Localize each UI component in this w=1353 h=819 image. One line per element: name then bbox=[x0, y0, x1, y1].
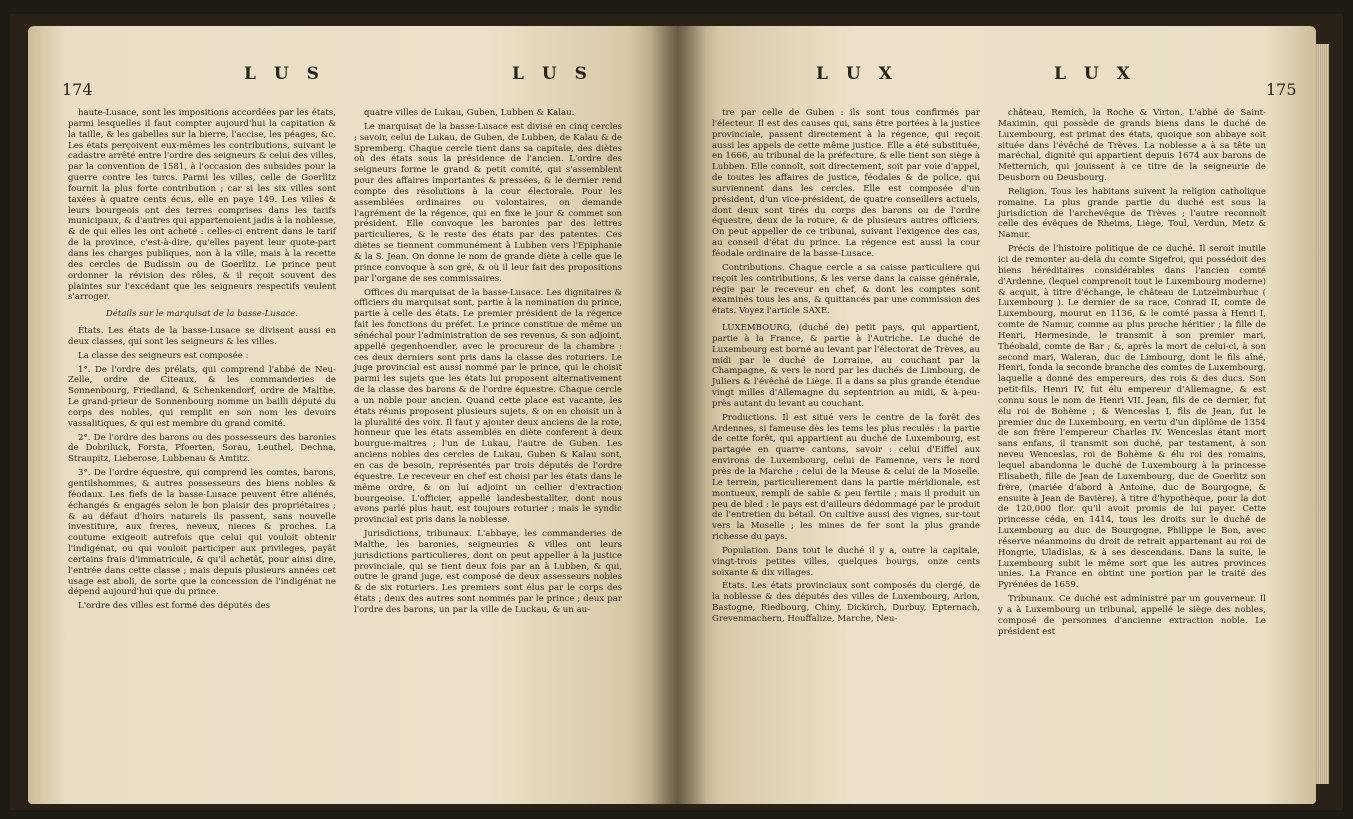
paragraph: château, Remich, la Roche & Virton. L'abbé de Saint-Maximin, qui possède de grands biens dans le duché de Luxembourg, est primat des états, quoique son abbaye soit située dans l'évêché de Trèves. La noblesse a à sa tête un maréchal, dignité qui appartient depuis 1674 aux barons de Metternich, qui jouissent à ce titre de la seigneurie de Deusborn ou Deusbourg. bbox=[998, 108, 1266, 184]
left-column-2 bbox=[354, 108, 622, 619]
right-column-2 bbox=[998, 108, 1266, 641]
right-page-number: 175 bbox=[1266, 80, 1297, 99]
left-page bbox=[28, 26, 680, 804]
paragraph: L'ordre des villes est formé des députés des bbox=[78, 601, 270, 612]
paragraph: Précis de l'histoire politique de ce duché. Il seroit inutile ici de remonter au-delà du comte Sigefroi, qui possédoit des biens héréditaires considérables dans l'ancien comté d'Ardenne, (lequel comprenoit tout le Luxembourg moderne) & acquit, à titre d'échange, le château de Lutzelmburhuc ( Luxembourg ). Le dernier de sa race, Conrad II, comte de Luxembourg, mourut en 1136, & le comté passa à Henri I, comte de Namur, comme au plus proche héritier ; la fille de Henri, Hermesinde, le transmit à son premier mari, Théobald, comte de Bar ; &, après la mort de celui-ci, à son second mari, Waleran, duc de Limbourg, dont le fils aîné, Henri, fonda la seconde branche des comtes de Luxembourg, laquelle a donné des empereurs, des rois & des ducs. Son petit-fils, Henri IV, fut élu empereur d'Allemagne, & est connu sous le nom de Henri VII. Jean, fils de ce dernier, fut élu roi de Bohème ; & Wenceslas I, fils de Jean, fut le premier duc de Luxembourg, en vertu d'un diplôme de 1354 de son frère l'empereur Charles IV. Wenceslas étant mort sans enfans, il transmit son duché, par testament, à son neveu Wenceslas, roi de Bohème & élu roi des romains, lequel abandonna le duché de Luxembourg à la princesse Elisabeth, fille de Jean de Luxembourg, duc de Goerlitz son frère, (mariée d'abord à Antoine, duc de Bourgogne, & ensuite à Jean de Bavière), à titre d'hypothèque, pour la dot de 120,000 flor. qu'il avoit promis de lui payer. Cette princesse céda, en 1414, tous les droits sur le duché de Luxembourg au duc de Bourgogne, Philippe le Bon, avec réserve néanmoins du droit de retrait appartenant au roi de Hongrie, Uladislas, & à ses descendans. Dans la suite, le Luxembourg subit le même sort que les autres provinces unies. La France en obtint une portion par le traité des Pyrénées de 1659. bbox=[998, 244, 1266, 591]
paragraph: LUXEMBOURG, (duché de) petit pays, qui appartient, partie à la France, & partie à l'Autriche. Le duché de Luxembourg est borné au levant par l'électorat de Trèves, au midi par le duché de Lorraine, au couchant par la Champagne, & vers le nord par les duchés de Limbourg, de Juliers & l'évêché de Liège. Il a dans sa plus grande étendue vingt milles d'Allemagne du septentrion au midi, & à-peu-près autant du levant au couchant. bbox=[712, 323, 980, 409]
right-column-1 bbox=[712, 108, 980, 628]
paragraph: 1°. De l'ordre des prélats, qui comprend l'abbé de Neu-Zelle, ordre de Citeaux, & les commanderies de Sonnenbourg, Friedland, & Schenkendorf, ordre de Malthe. Le grand-prieur de Sonnenbourg nomme un bailli député du corps des nobles, qui remplit en son nom les devoirs vassalitiques, & qui est membre du grand comité. bbox=[68, 364, 336, 429]
paragraph: Le marquisat de la basse-Lusace est divisé en cinq cercles ; savoir, celui de Lukau, de Guben, de Lubben, de Kalau & de Spremberg. Chaque cercle tient dans sa capitale, des diètes où des états sous la présidence de l'ancien. L'ordre des seigneurs forme le grand & petit comité, qui s'assemblent pour des affaires importantes & pressées, & le dernier rend compte des résolutions à la cour électorale. Pour les assemblées ordinaires ou volontaires, on demande l'agrément de la régence, qui en fixe le jour & commet son président. Elle convoque les baronies par des lettres particulieres, & le reste des états par des patentes. Ces diètes se tiennent communément à Lubben vers l'Epiphanie & la S. Jean. On donne le nom de grande diète à celle que le prince convoque à son gré, & où il leur fait des propositions par l'organe de ses commissaires. bbox=[354, 121, 622, 284]
right-running-head-2: L U X bbox=[1054, 64, 1136, 84]
paragraph: tre par celle de Guben : ils sont tous confirmés par l'électeur. Il est des causes qui, sans être portées à la justice provinciale, passent directement à la régence, qui reçoit aussi les appels de cette même justice. Elle a été substituée, en 1666, au tribunal de la préfecture, & elle tient son siège à Lubben. Elle connoît, soit directement, soit par voie d'appel, de toutes les affaires de justice, féodales & de police, qui surviennent dans les cercles. Elle est composée d'un président, d'un vice-président, de quatre conseillers actuels, dont deux sont tirés du corps des barons ou de l'ordre équestre, deux de la roture, & de plusieurs autres officiers. On peut appeller de ce tribunal, suivant l'exigence des cas, au conseil d'état du prince. La régence est aussi la cour féodale ordinaire de la basse-Lusace. bbox=[712, 108, 980, 259]
left-running-head-1: L U S bbox=[244, 64, 325, 84]
paragraph: États. Les états de la basse-Lusace se divisent aussi en deux classes, qui sont les seigneurs & les villes. bbox=[68, 326, 336, 347]
paragraph: 3°. De l'ordre équestre, qui comprend les comtes, barons, gentilshommes, & autres possesseurs des biens nobles & féodaux. Les fiefs de la basse-Lusace peuvent être aliénés, échangés & engagés selon le bon plaisir des propriétaires ; & au défaut d'hoirs naturels ils passent, sans nouvelle investiture, aux freres, neveux, nieces & proches. La coutume exigeoit autrefois que celui qui vouloit obtenir l'indigénat, ou qui vouloit participer aux privileges, payât certains frais d'immatricule, & qu'il achetât, pour ainsi dire, l'entrée dans cette classe ; mais depuis plusieurs années cet usage est aboli, de sorte que la concession de l'indigénat ne dépend aujourd'hui que du prince. bbox=[68, 468, 336, 598]
paragraph: Religion. Tous les habitans suivent la religion catholique romaine. La plus grande partie du duché est sous la jurisdiction de l'archevêque de Trèves ; l'autre reconnoît celle des évêques de Rheims, Liège, Toul, Verdun, Metz & Namur. bbox=[998, 186, 1266, 241]
left-running-head-2: L U S bbox=[512, 64, 593, 84]
paragraph: Productions. Il est situé vers le centre de la forêt des Ardennes, si fameuse dès les tems les plus reculés : la partie de cette forêt, qui appartient au duché de Luxembourg, est partagée en quarre cantons, savoir : celui d'Eiffel aux environs de Luxembourg, celui de Famenne, vers le nord près de la Marche ; celui de la Meuse & celui de la Moselle. Le terrein, particulierement dans la partie méridionale, est montueux, rempli de sable & peu fertile ; mais il produit un peu de bled : le pays est d'ailleurs dédommagé par le produit de l'entretien du bétail. On cultive aussi des vignes, sur-tout vers la Moselle ; les mines de fer sont la plus grande richesse du pays. bbox=[712, 412, 980, 543]
open-book bbox=[10, 14, 1343, 810]
right-page bbox=[676, 26, 1316, 804]
paragraph: Tribunaux. Ce duché est administré par un gouverneur. Il y a à Luxembourg un tribunal, appellé le siège des nobles, composé de personnes d'ancienne extraction noble. Le président est bbox=[998, 594, 1266, 637]
paragraph: États. Les états provinciaux sont composés du clergé, de la noblesse & des députés des villes de Luxembourg, Arlon, Bastogne, Riedbourg, Chiny, Dickirch, Durbuy, Epternach, Grevenmachern, Houffalize, Marche, Neu- bbox=[712, 581, 980, 624]
paragraph: Offices du marquisat de la basse-Lusace. Les dignitaires & officiers du marquisat sont, partie à la nomination du prince, partie à celle des états. Le premier président de la régence fait les fonctions du préfet. Le prince constitue de même un sénéchal pour l'administration de ses revenus, & son adjoint, appellé gegenhoendler, avec le procureur de la chambre : ces deux derniers sont pris dans la classe des roturiers. Le juge provincial est aussi nommé par le prince, qui le choisit parmi les sujets que les états lui proposent alternativement de la classe des barons & de l'ordre équestre. Chaque cercle a un noble pour ancien. Quand cette place est vacante, les états réunis proposent plusieurs sujets, & on en choisit un à la pluralité des voix. Il faut y ajouter deux anciens de la rote, honneur que les états assemblés en diète conferent à deux bourgue-maitres ; l'un de Lukau, l'autre de Guben. Les anciens nobles des cercles de Lukau, Guben & Kalau sont, en cas de besoin, représentés par trois députés de l'ordre équestre. Le receveur en chef est choisi par les états dans le même ordre, & on lui adjoint un cellier d'extraction bourgeoise. L'officier, appellé landesbestallter, dont nous avons parlé plus haut, est toujours roturier ; mais le syndic provincial est pris dans la noblesse. bbox=[354, 287, 622, 526]
paragraph: La classe des seigneurs est composée : bbox=[78, 350, 249, 361]
section-heading: Détails sur le marquisat de la basse-Lusace. bbox=[105, 309, 299, 320]
paragraph: Jurisdictions, tribunaux. L'abbaye, les commanderies de Malthe, les baronies, seigneuries & villes ont leurs jurisdictions particulieres, dont on peut appeller à la justice provinciale, qui se tient deux fois par an à Lubben, & qui, outre le grand juge, est composé de deux assesseurs nobles & de six roturiers. Les premiers sont élus par le corps des états ; deux des autres sont nommés par le prince ; deux par l'ordre des barons, un par la ville de Luckau, & un au- bbox=[354, 529, 622, 615]
left-column-1 bbox=[68, 108, 336, 615]
paragraph: Population. Dans tout le duché il y a, outre la capitale, vingt-trois petites villes, quelques bourgs, onze cents soixante & dix villages. bbox=[712, 545, 980, 578]
paragraph: quatre villes de Lukau, Guben, Lubben & Kalau. bbox=[364, 108, 575, 118]
right-running-head-1: L U X bbox=[816, 64, 898, 84]
book-gutter bbox=[650, 26, 706, 804]
paragraph: Contributions. Chaque cercle a sa caisse particuliere qui reçoit les contributions, & les verse dans la caisse générale, régie par le receveur en chef, & dont les comptes sont examinés tous les ans, & quittancés par une commission des états. Voyez l'article SAXE. bbox=[712, 262, 980, 317]
paragraph: haute-Lusace, sont les impositions accordées par les états, parmi lesquelles il faut compter aujourd'hui la capitation & la taille, & les gabelles sur la bierre, l'accise, les péages, &c. Les états perçoivent eux-mêmes les contributions, suivant le cadastre arrêté entre l'ordre des seigneurs & celui des villes, par la convention de 1581, à l'occasion des subsides pour la guerre contre les turcs. Parmi les villes, celle de Goerlitz fournit la plus forte contribution ; car si les six villes sont taxées à quatre cents écus, elle en paye 149. Les villes & leurs bourgeois ont des terres comprises dans les tarifs municipaux, & d'autres qui appartenoient jadis à la noblesse, & de qui elles les ont acheté : celles-ci entrent dans le tarif de la province, c'est-à-dire, qu'elles payent leur quote-part dans les charges publiques, non à la ville, mais à la recette des cercles de Budissin ou de Goerlitz. Le prince peut ordonner la révision des rôles, & il reçoit souvent des plaintes sur l'excédant que les seigneurs respectifs veulent s'arroger. bbox=[68, 108, 336, 303]
paragraph: 2°. De l'ordre des barons ou des possesseurs des baronies de Dobriluck, Forsta, Pfoerten, Sorau, Leuthel, Dechna, Straupitz, Lieberose, Lubbenau & Amtitz. bbox=[68, 432, 336, 465]
left-page-number: 174 bbox=[62, 80, 93, 99]
